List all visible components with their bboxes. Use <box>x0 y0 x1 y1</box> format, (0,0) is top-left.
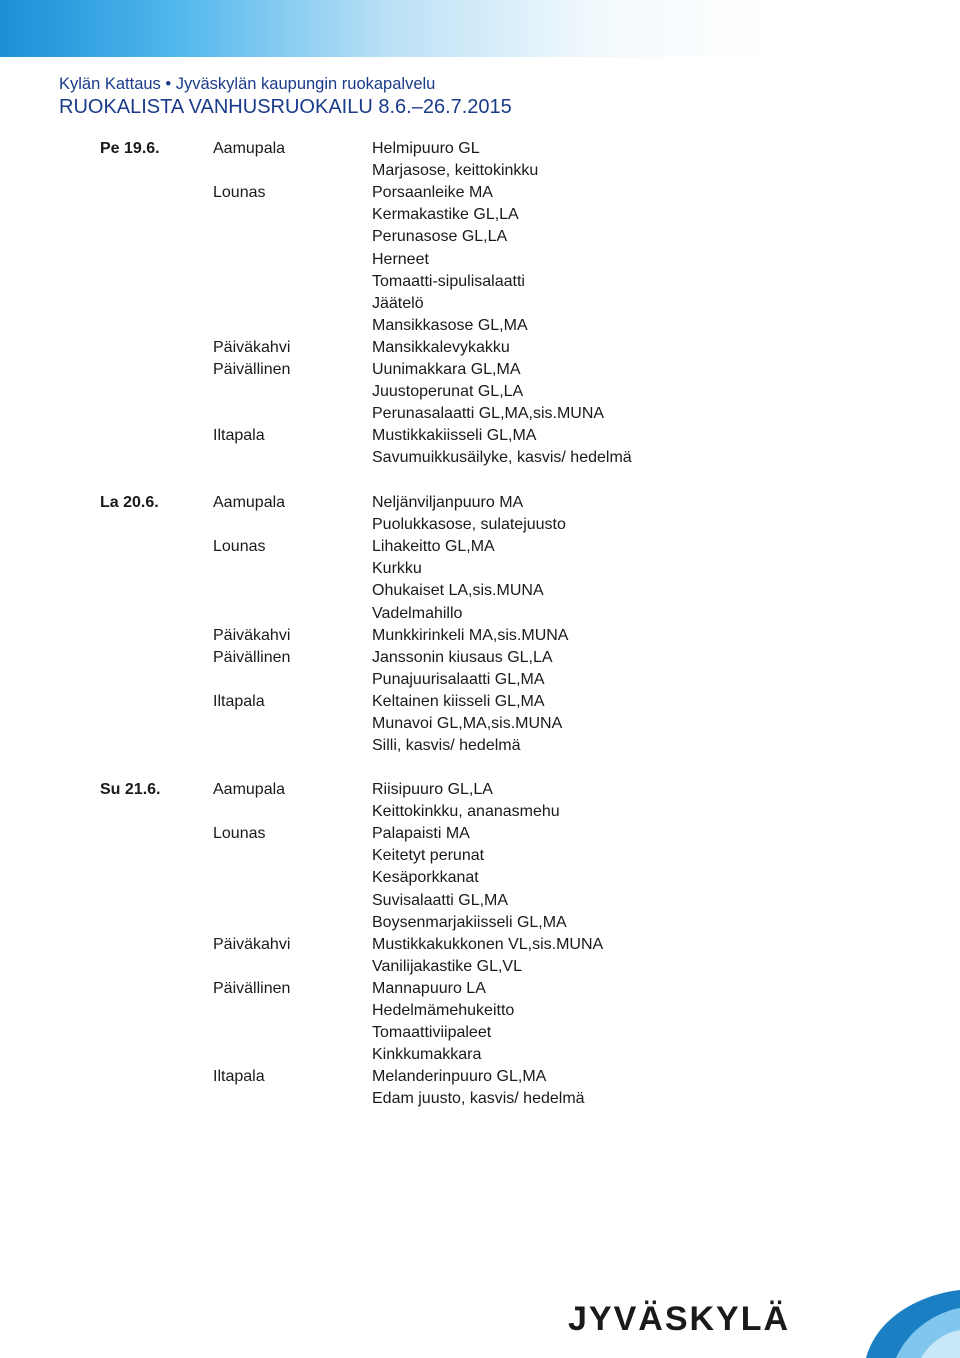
menu-row <box>0 425 960 447</box>
meal-label: Iltapala <box>213 427 265 445</box>
header-subtitle: Kylän Kattaus • Jyväskylän kaupungin ruokapalvelu <box>59 75 436 93</box>
menu-row <box>0 956 960 978</box>
meal-label: Päiväkahvi <box>213 626 291 644</box>
dish-item: Tomaatti-sipulisalaatti <box>372 272 525 290</box>
dish-item: Ohukaiset LA,sis.MUNA <box>372 582 544 600</box>
dish-item: Munavoi GL,MA,sis.MUNA <box>372 715 563 732</box>
menu-row <box>0 514 960 536</box>
menu-row <box>0 845 960 867</box>
meal-label: Iltapala <box>213 1068 265 1086</box>
menu-row <box>0 779 960 801</box>
menu-row <box>0 1022 960 1044</box>
menu-row <box>0 337 960 359</box>
menu-row <box>0 934 960 956</box>
menu-row <box>0 978 960 1000</box>
menu-row <box>0 249 960 271</box>
dish-item: Kurkku <box>372 560 422 578</box>
menu-row <box>0 403 960 425</box>
menu-row <box>0 492 960 514</box>
menu-row <box>0 160 960 182</box>
dish-item: Keittokinkku, ananasmehu <box>372 803 560 821</box>
meal-label: Aamupala <box>213 494 286 511</box>
menu-row <box>0 691 960 713</box>
menu-row <box>0 1088 960 1110</box>
dish-item: Punajuurisalaatti GL,MA <box>372 670 545 688</box>
meal-label: Lounas <box>213 184 266 202</box>
meal-label: Iltapala <box>213 692 265 710</box>
day-label: La 20.6. <box>100 494 159 511</box>
dish-item: Mansikkalevykakku <box>372 338 510 356</box>
meal-label: Päivällinen <box>213 648 291 666</box>
menu-row <box>0 669 960 691</box>
dish-item: Kesäporkkanat <box>372 869 479 887</box>
dish-item: Tomaattiviipaleet <box>372 1024 492 1042</box>
menu-row <box>0 647 960 669</box>
dish-item: Keitetyt perunat <box>372 847 485 865</box>
dish-item: Puolukkasose, sulatejuusto <box>372 516 566 534</box>
dish-item: Kinkkumakkara <box>372 1046 482 1064</box>
menu-row <box>0 580 960 602</box>
dish-item: Neljänviljanpuuro MA <box>372 494 524 511</box>
meal-label: Lounas <box>213 825 266 843</box>
menu-row <box>0 801 960 823</box>
menu-row <box>0 890 960 912</box>
menu-row <box>0 226 960 248</box>
dish-item: Savumuikkusäilyke, kasvis/ hedelmä <box>372 449 632 467</box>
day-label: Su 21.6. <box>100 781 161 798</box>
meal-label: Aamupala <box>213 781 286 798</box>
menu-row <box>0 867 960 889</box>
menu-row <box>0 558 960 580</box>
menu-row <box>0 271 960 293</box>
dish-item: Mansikkasose GL,MA <box>372 316 528 334</box>
menu-row <box>0 359 960 381</box>
logo-wave-icon <box>826 1290 960 1358</box>
dish-item: Perunasose GL,LA <box>372 228 508 246</box>
jyvaskyla-logo <box>568 1290 960 1358</box>
menu-row <box>0 912 960 934</box>
menu-row <box>0 735 960 757</box>
dish-item: Silli, kasvis/ hedelmä <box>372 737 521 755</box>
logo-wordmark: JYVÄSKYLÄ <box>568 1300 791 1338</box>
menu-row <box>0 1044 960 1066</box>
dish-item: Keltainen kiisseli GL,MA <box>372 692 545 710</box>
menu-row <box>0 293 960 315</box>
meal-label: Lounas <box>213 538 266 556</box>
menu-row <box>0 447 960 469</box>
dish-item: Munkkirinkeli MA,sis.MUNA <box>372 626 569 644</box>
meal-label: Aamupala <box>213 140 286 157</box>
dish-item: Mannapuuro LA <box>372 979 486 997</box>
menu-row <box>0 536 960 558</box>
dish-item: Juustoperunat GL,LA <box>372 383 524 401</box>
top-color-band <box>0 0 960 57</box>
menu-row <box>0 823 960 845</box>
meal-label: Päiväkahvi <box>213 338 291 356</box>
header-title: RUOKALISTA VANHUSRUOKAILU 8.6.–26.7.2015 <box>59 96 512 118</box>
menu-row <box>0 625 960 647</box>
document-header <box>59 74 512 119</box>
day-label: Pe 19.6. <box>100 140 160 157</box>
dish-item: Melanderinpuuro GL,MA <box>372 1068 547 1086</box>
meal-label: Päivällinen <box>213 979 291 997</box>
dish-item: Riisipuuro GL,LA <box>372 781 493 798</box>
menu-row <box>0 1000 960 1022</box>
dish-item: Uunimakkara GL,MA <box>372 361 521 378</box>
dish-item: Boysenmarjakiisseli GL,MA <box>372 913 567 931</box>
dish-item: Jäätelö <box>372 294 424 312</box>
meal-label: Päiväkahvi <box>213 935 291 953</box>
dish-item: Helmipuuro GL <box>372 140 480 157</box>
menu-row <box>0 204 960 226</box>
dish-item: Hedelmämehukeitto <box>372 1002 515 1019</box>
dish-item: Vanilijakastike GL,VL <box>372 957 522 975</box>
dish-item: Edam juusto, kasvis/ hedelmä <box>372 1090 585 1108</box>
dish-item: Herneet <box>372 250 429 268</box>
dish-item: Porsaanleike MA <box>372 184 493 202</box>
dish-item: Lihakeitto GL,MA <box>372 538 495 556</box>
menu-row <box>0 1066 960 1088</box>
menu-row <box>0 138 960 160</box>
dish-item: Suvisalaatti GL,MA <box>372 891 509 909</box>
dish-item: Janssonin kiusaus GL,LA <box>372 648 553 666</box>
dish-item: Kermakastike GL,LA <box>372 206 519 224</box>
menu-row <box>0 182 960 204</box>
menu-row <box>0 315 960 337</box>
dish-item: Perunasalaatti GL,MA,sis.MUNA <box>372 405 605 423</box>
dish-item: Vadelmahillo <box>372 604 463 622</box>
menu-row <box>0 603 960 625</box>
dish-item: Marjasose, keittokinkku <box>372 162 539 180</box>
dish-item: Mustikkakukkonen VL,sis.MUNA <box>372 935 604 953</box>
dish-item: Palapaisti MA <box>372 825 470 843</box>
dish-item: Mustikkakiisseli GL,MA <box>372 427 537 445</box>
menu-row <box>0 713 960 735</box>
menu-row <box>0 381 960 403</box>
meal-label: Päivällinen <box>213 361 291 378</box>
